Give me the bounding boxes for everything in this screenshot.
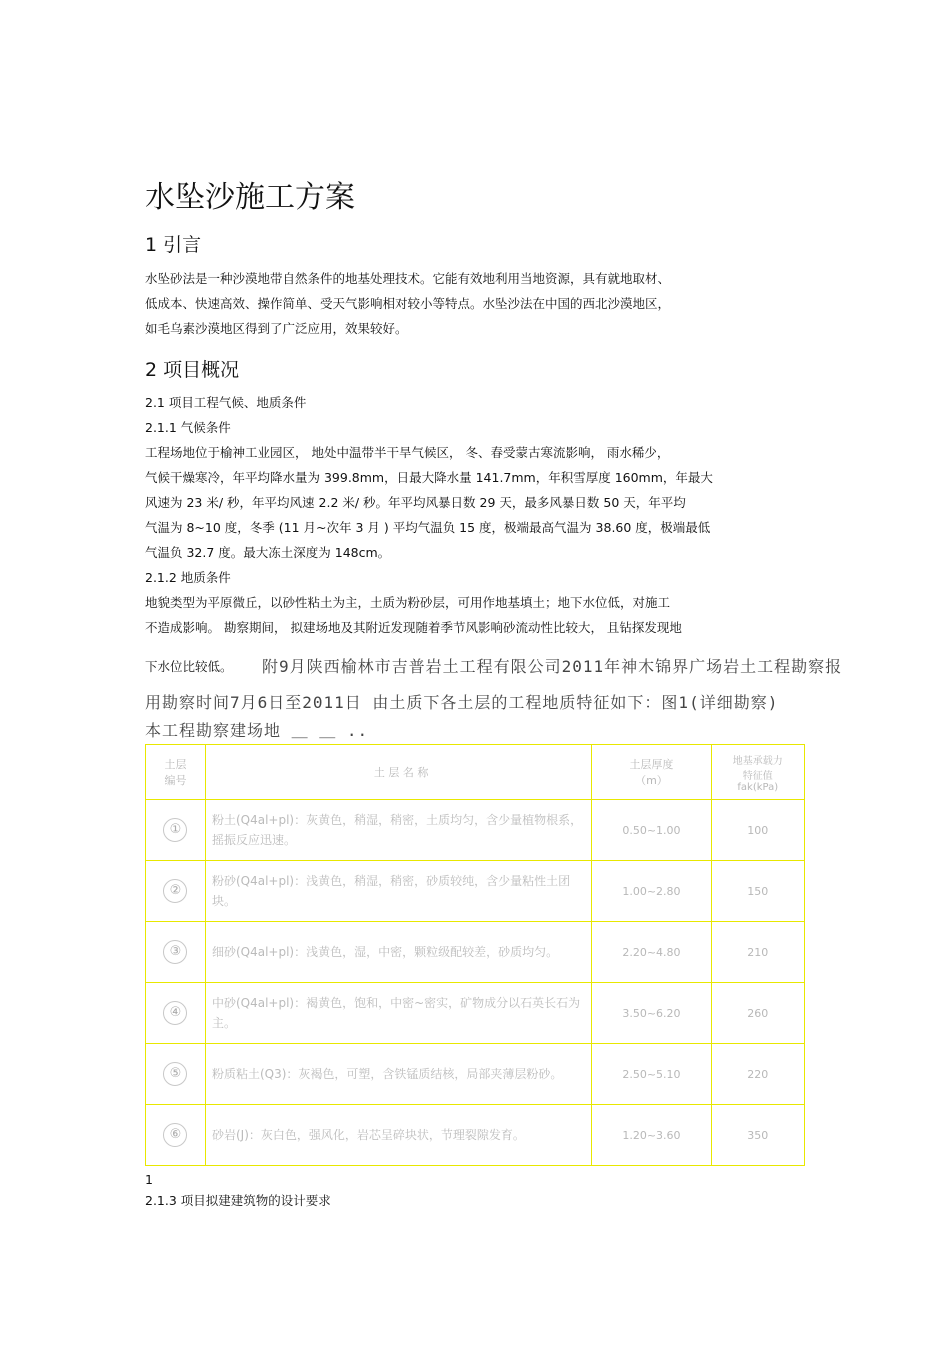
layer-number: ③ — [163, 940, 187, 964]
layer-thickness: 2.50~5.10 — [592, 1044, 711, 1105]
header-layer-name: 土 层 名 称 — [205, 745, 591, 800]
garbled-text-line-2: 用勘察时间7月6日至2011日 由土质下各土层的工程地质特征如下：图1(详细勘察) — [145, 693, 779, 712]
layer-number: ④ — [163, 1001, 187, 1025]
layer-description: 砂岩(J)：灰白色，强风化，岩芯呈碎块状，节理裂隙发育。 — [211, 1128, 525, 1142]
layer-number: ⑥ — [163, 1123, 187, 1147]
table-row — [146, 922, 805, 983]
layer-thickness: 0.50~1.00 — [592, 800, 711, 861]
section-2-1-2-heading: 2.1.2 地质条件 — [145, 570, 231, 585]
geology-line-3: 下水位比较低。 — [145, 659, 233, 674]
table-row — [146, 800, 805, 861]
geology-line-1: 地貌类型为平原微丘，以砂性粘土为主，土质为粉砂层，可用作地基填土；地下水位低，对施工 — [145, 595, 671, 610]
layer-thickness: 2.20~4.80 — [592, 922, 711, 983]
layer-thickness: 1.00~2.80 — [592, 861, 711, 922]
layer-thickness: 1.20~3.60 — [592, 1105, 711, 1166]
table-row — [146, 1105, 805, 1166]
climate-line-4: 气温为 8~10 度，冬季 (11 月~次年 3 月 ) 平均气温负 15 度，极端最高气温为 38.60 度，极端最低 — [145, 520, 711, 535]
layer-thickness: 3.50~6.20 — [592, 983, 711, 1044]
layer-bearing: 210 — [711, 922, 804, 983]
section-1-line-2: 低成本、快速高效、操作简单、受天气影响相对较小等特点。水坠沙法在中国的西北沙漠地区， — [145, 296, 671, 311]
layer-bearing: 350 — [711, 1105, 804, 1166]
header-bearing-capacity: 地基承载力 特征值 fak(kPa) — [711, 745, 804, 800]
soil-layer-table — [145, 744, 805, 1166]
layer-bearing: 260 — [711, 983, 804, 1044]
layer-bearing: 150 — [711, 861, 804, 922]
layer-number: ① — [163, 818, 187, 842]
garbled-text-line-1: 附9月陕西榆林市吉普岩土工程有限公司2011年神木锦界广场岩土工程勘察报 — [262, 657, 843, 676]
layer-number: ⑤ — [163, 1062, 187, 1086]
layer-description: 粉土(Q4al+pl)：灰黄色，稍湿，稍密，土质均匀，含少量植物根系，摇振反应迅速。 — [211, 813, 583, 847]
layer-description: 粉砂(Q4al+pl)：浅黄色，稍湿，稍密，砂质较纯，含少量粘性土团块。 — [211, 874, 571, 908]
layer-description: 粉质粘土(Q3)：灰褐色，可塑，含铁锰质结核，局部夹薄层粉砂。 — [211, 1067, 563, 1081]
header-layer-no: 土层 编号 — [146, 745, 206, 800]
section-1-line-3: 如毛乌素沙漠地区得到了广泛应用，效果较好。 — [145, 321, 408, 336]
climate-line-1: 工程场地位于榆神工业园区， 地处中温带半干旱气候区， 冬、春受蒙古寒流影响， 雨水稀少， — [145, 445, 670, 460]
header-thickness: 土层厚度 （m） — [592, 745, 711, 800]
climate-line-3: 风速为 23 米/ 秒，年平均风速 2.2 米/ 秒。年平均风暴日数 29 天，最多风暴日数 50 天，年平均 — [145, 495, 686, 510]
section-1-line-1: 水坠砂法是一种沙漠地带自然条件的地基处理技术。它能有效地利用当地资源，具有就地取材、 — [145, 271, 671, 286]
section-1-heading: 1 引言 — [145, 234, 202, 256]
section-2-1-1-heading: 2.1.1 气候条件 — [145, 420, 231, 435]
garbled-text-line-3: 本工程勘察建场地 ＿ ＿ .. — [145, 721, 369, 740]
table-header-row — [146, 745, 805, 800]
document-title: 水坠沙施工方案 — [145, 180, 355, 215]
section-2-1-heading: 2.1 项目工程气候、地质条件 — [145, 395, 307, 410]
page-number: 1 — [145, 1172, 153, 1187]
section-2-1-3-heading: 2.1.3 项目拟建建筑物的设计要求 — [145, 1193, 331, 1208]
section-2-heading: 2 项目概况 — [145, 359, 240, 381]
layer-bearing: 100 — [711, 800, 804, 861]
climate-line-2: 气候干燥寒冷，年平均降水量为 399.8mm，日最大降水量 141.7mm，年积雪厚度 160mm，年最大 — [145, 470, 713, 485]
layer-bearing: 220 — [711, 1044, 804, 1105]
geology-line-2: 不造成影响。 勘察期间， 拟建场地及其附近发现随着季节风影响砂流动性比较大， 且钻探发现地 — [145, 620, 682, 635]
layer-description: 细砂(Q4al+pl)：浅黄色，湿，中密，颗粒级配较差，砂质均匀。 — [211, 945, 559, 959]
layer-description: 中砂(Q4al+pl)：褐黄色，饱和，中密~密实，矿物成分以石英长石为主。 — [211, 996, 581, 1030]
table-row — [146, 983, 805, 1044]
climate-line-5: 气温负 32.7 度。最大冻土深度为 148cm。 — [145, 545, 391, 560]
table-row — [146, 861, 805, 922]
table-row — [146, 1044, 805, 1105]
layer-number: ② — [163, 879, 187, 903]
